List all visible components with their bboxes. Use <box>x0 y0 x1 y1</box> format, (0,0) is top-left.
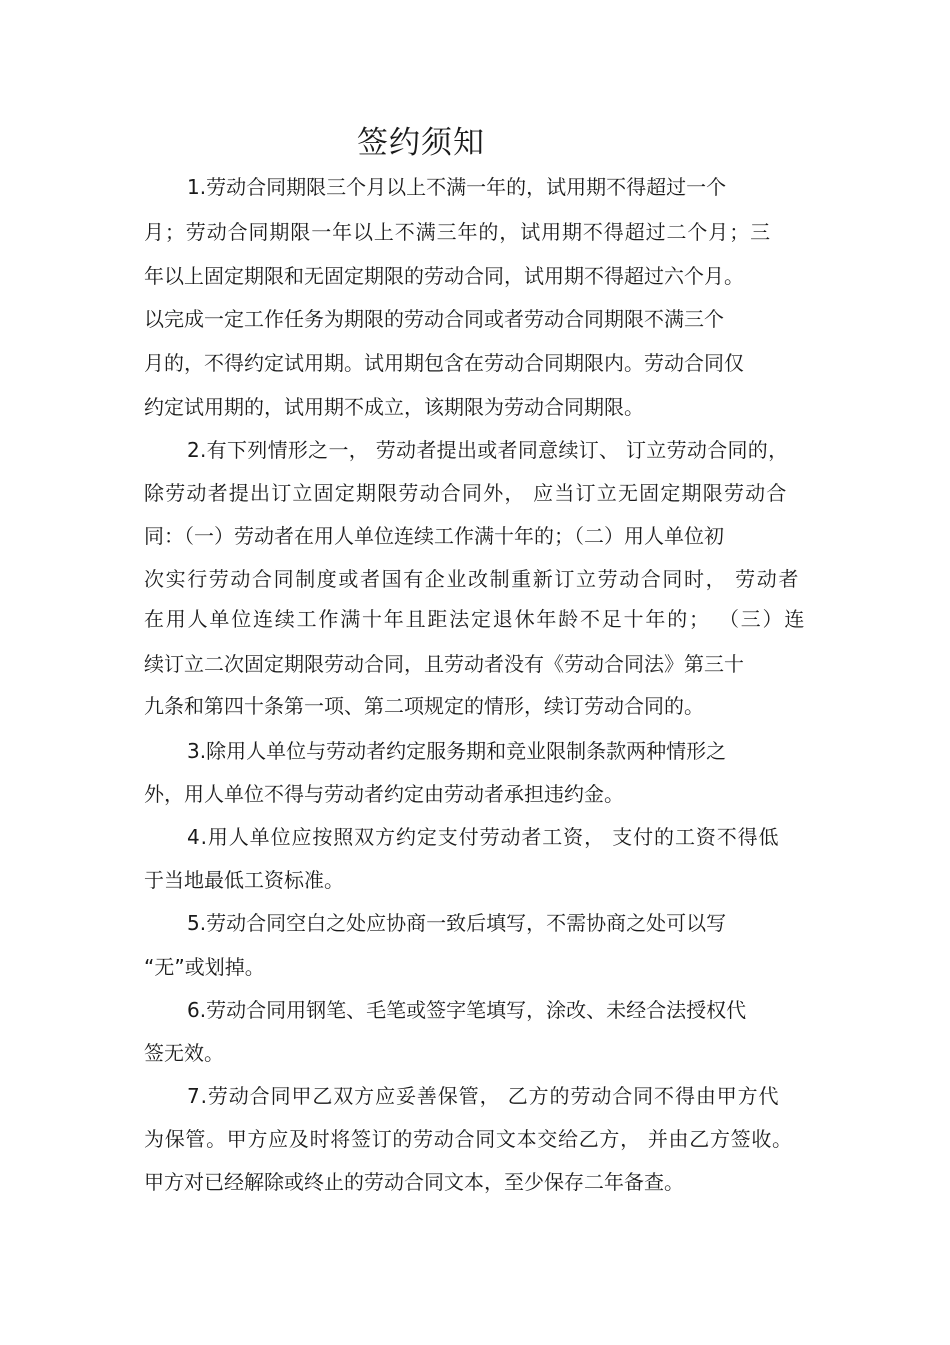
text-line: 6.劳动合同用钢笔、毛笔或签字笔填写，涂改、未经合法授权代 <box>187 998 747 1022</box>
text-line: 同：（一）劳动者在用人单位连续工作满十年的；（二）用人单位初 <box>144 524 724 548</box>
text-line: 5.劳动合同空白之处应协商一致后填写，不需协商之处可以写 <box>187 911 727 935</box>
text-line: 月的，不得约定试用期。试用期包含在劳动合同期限内。劳动合同仅 <box>144 351 744 375</box>
text-line: 为保管。甲方应及时将签订的劳动合同文本交给乙方， 并由乙方签收。 <box>144 1127 793 1151</box>
text-line: 以完成一定工作任务为期限的劳动合同或者劳动合同期限不满三个 <box>144 307 724 331</box>
text-line: 外，用人单位不得与劳动者约定由劳动者承担违约金。 <box>144 782 624 806</box>
text-line: 续订立二次固定期限劳动合同，且劳动者没有《劳动合同法》第三十 <box>144 652 744 676</box>
text-line: 7.劳动合同甲乙双方应妥善保管， 乙方的劳动合同不得由甲方代 <box>187 1084 780 1108</box>
text-line: 除劳动者提出订立固定期限劳动合同外， 应当订立无固定期限劳动合 <box>144 481 788 505</box>
text-line: 4.用人单位应按照双方约定支付劳动者工资， 支付的工资不得低 <box>187 825 780 849</box>
text-line: 于当地最低工资标准。 <box>144 868 344 892</box>
document-title: 签约须知 <box>357 125 485 161</box>
text-line: “无”或划掉。 <box>144 955 265 979</box>
text-line: 月；劳动合同期限一年以上不满三年的，试用期不得超过二个月；三 <box>144 220 771 244</box>
text-line: 九条和第四十条第一项、第二项规定的情形，续订劳动合同的。 <box>144 694 704 718</box>
text-line: 签无效。 <box>144 1041 224 1065</box>
text-line: 次实行劳动合同制度或者国有企业改制重新订立劳动合同时， 劳动者 <box>144 567 800 591</box>
text-line: 3.除用人单位与劳动者约定服务期和竞业限制条款两种情形之 <box>187 739 727 763</box>
text-line: 1.劳动合同期限三个月以上不满一年的，试用期不得超过一个 <box>187 175 727 199</box>
text-line: 甲方对已经解除或终止的劳动合同文本，至少保存二年备查。 <box>144 1170 684 1194</box>
text-line: 年以上固定期限和无固定期限的劳动合同，试用期不得超过六个月。 <box>144 264 744 288</box>
text-line: 在用人单位连续工作满十年且距法定退休年龄不足十年的； （三）连 <box>144 607 807 631</box>
text-line: 2.有下列情形之一， 劳动者提出或者同意续订、 订立劳动合同的， <box>187 438 789 462</box>
text-line: 约定试用期的，试用期不成立，该期限为劳动合同期限。 <box>144 395 644 419</box>
